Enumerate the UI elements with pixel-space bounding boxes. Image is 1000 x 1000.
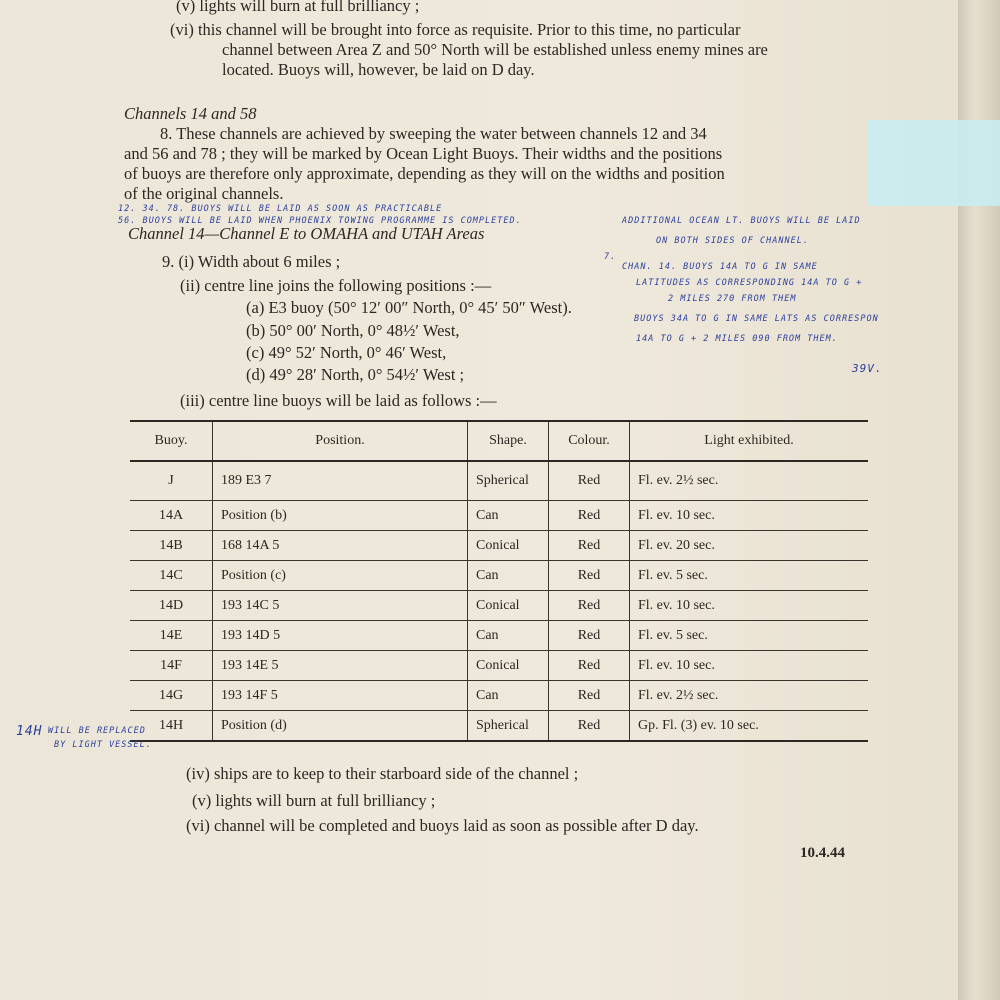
cell-colour: Red bbox=[549, 651, 630, 681]
cell-colour: Red bbox=[549, 621, 630, 651]
handwritten-right-7: 14A TO G + 2 MILES 090 FROM THEM. bbox=[636, 334, 838, 344]
cell-colour: Red bbox=[549, 711, 630, 742]
handwritten-right-1: ADDITIONAL OCEAN LT. BUOYS WILL BE LAID bbox=[622, 216, 861, 226]
header-colour: Colour. bbox=[549, 421, 630, 461]
cell-colour: Red bbox=[549, 461, 630, 501]
cell-buoy: 14B bbox=[130, 531, 213, 561]
handwritten-mark-7: 7. bbox=[604, 252, 617, 262]
para9-centre-line: (ii) centre line joins the following positions :— bbox=[180, 276, 492, 295]
table-row bbox=[130, 461, 868, 501]
table-row bbox=[130, 711, 868, 742]
header-position: Position. bbox=[213, 421, 468, 461]
top-line-vi-2: channel between Area Z and 50° North will be established unless enemy mines are bbox=[222, 40, 768, 59]
cell-colour: Red bbox=[549, 591, 630, 621]
document-date: 10.4.44 bbox=[800, 845, 845, 861]
handwritten-right-2: ON BOTH SIDES OF CHANNEL. bbox=[656, 236, 809, 246]
cell-position: 189 E3 7 bbox=[213, 461, 468, 501]
cell-buoy: 14H bbox=[130, 711, 213, 742]
cell-position: Position (d) bbox=[213, 711, 468, 742]
header-buoy: Buoy. bbox=[130, 421, 213, 461]
cell-buoy: 14C bbox=[130, 561, 213, 591]
table-row bbox=[130, 591, 868, 621]
cell-light: Fl. ev. 10 sec. bbox=[630, 501, 869, 531]
cell-buoy: 14G bbox=[130, 681, 213, 711]
cell-light: Fl. ev. 20 sec. bbox=[630, 531, 869, 561]
cell-colour: Red bbox=[549, 501, 630, 531]
header-light: Light exhibited. bbox=[630, 421, 869, 461]
table-row bbox=[130, 501, 868, 531]
top-line-vi: (vi) this channel will be brought into force as requisite. Prior to this time, no particular bbox=[170, 20, 741, 39]
cell-buoy: 14E bbox=[130, 621, 213, 651]
para9-width: 9. (i) Width about 6 miles ; bbox=[162, 252, 341, 271]
handwritten-page-ref: 39V. bbox=[852, 362, 883, 375]
para8-line4: of the original channels. bbox=[124, 184, 284, 203]
top-line-vi-3: located. Buoys will, however, be laid on D day. bbox=[222, 60, 535, 79]
closing-iv: (iv) ships are to keep to their starboard side of the channel ; bbox=[186, 764, 579, 783]
cell-buoy: 14A bbox=[130, 501, 213, 531]
cell-buoy: J bbox=[130, 461, 213, 501]
cell-shape: Conical bbox=[468, 591, 549, 621]
cell-shape: Can bbox=[468, 621, 549, 651]
cell-position: 193 14E 5 bbox=[213, 651, 468, 681]
closing-vi: (vi) channel will be completed and buoys laid as soon as possible after D day. bbox=[186, 816, 699, 835]
handwritten-14h: 14H bbox=[16, 724, 43, 739]
cell-shape: Can bbox=[468, 681, 549, 711]
cell-light: Fl. ev. 10 sec. bbox=[630, 591, 869, 621]
position-d: (d) 49° 28′ North, 0° 54½′ West ; bbox=[246, 365, 465, 384]
table-row bbox=[130, 561, 868, 591]
cell-shape: Can bbox=[468, 561, 549, 591]
cell-position: 193 14C 5 bbox=[213, 591, 468, 621]
table-row bbox=[130, 621, 868, 651]
cell-position: 193 14F 5 bbox=[213, 681, 468, 711]
handwritten-note-left-1: 12. 34. 78. BUOYS WILL BE LAID AS SOON AS PRACTICABLE bbox=[118, 204, 443, 214]
sticky-tab bbox=[868, 120, 1000, 206]
channel-heading: Channel 14—Channel E to OMAHA and UTAH Areas bbox=[128, 224, 485, 243]
top-line-v: (v) lights will burn at full brilliancy ; bbox=[176, 0, 420, 15]
table-row bbox=[130, 531, 868, 561]
position-a: (a) E3 buoy (50° 12′ 00″ North, 0° 45′ 50″ West). bbox=[246, 298, 572, 317]
cell-position: 193 14D 5 bbox=[213, 621, 468, 651]
para8-line1: 8. These channels are achieved by sweeping the water between channels 12 and 34 bbox=[160, 124, 707, 143]
cell-shape: Spherical bbox=[468, 461, 549, 501]
closing-v: (v) lights will burn at full brilliancy ; bbox=[192, 791, 436, 810]
cell-light: Fl. ev. 5 sec. bbox=[630, 621, 869, 651]
cell-light: Fl. ev. 10 sec. bbox=[630, 651, 869, 681]
cell-light: Gp. Fl. (3) ev. 10 sec. bbox=[630, 711, 869, 742]
cell-position: 168 14A 5 bbox=[213, 531, 468, 561]
table-header-row bbox=[130, 421, 868, 461]
table-row bbox=[130, 651, 868, 681]
cell-shape: Can bbox=[468, 501, 549, 531]
cell-light: Fl. ev. 2½ sec. bbox=[630, 681, 869, 711]
handwritten-right-5: 2 MILES 270 FROM THEM bbox=[668, 294, 797, 304]
handwritten-right-3: CHAN. 14. BUOYS 14A TO G IN SAME bbox=[622, 262, 818, 272]
cell-buoy: 14D bbox=[130, 591, 213, 621]
cell-colour: Red bbox=[549, 681, 630, 711]
cell-light: Fl. ev. 2½ sec. bbox=[630, 461, 869, 501]
position-c: (c) 49° 52′ North, 0° 46′ West, bbox=[246, 343, 447, 362]
cell-shape: Conical bbox=[468, 531, 549, 561]
buoy-table bbox=[130, 420, 868, 742]
para8-line2: and 56 and 78 ; they will be marked by Ocean Light Buoys. Their widths and the positions bbox=[124, 144, 723, 163]
section-heading: Channels 14 and 58 bbox=[124, 104, 257, 123]
position-b: (b) 50° 00′ North, 0° 48½′ West, bbox=[246, 321, 460, 340]
cell-position: Position (c) bbox=[213, 561, 468, 591]
table-row bbox=[130, 681, 868, 711]
cell-light: Fl. ev. 5 sec. bbox=[630, 561, 869, 591]
para8-line3: of buoys are therefore only approximate, depending as they will on the widths and position bbox=[124, 164, 725, 183]
handwritten-14h-note-2: BY LIGHT VESSEL. bbox=[54, 740, 152, 750]
cell-shape: Spherical bbox=[468, 711, 549, 742]
cell-colour: Red bbox=[549, 531, 630, 561]
para9-buoys-intro: (iii) centre line buoys will be laid as follows :— bbox=[180, 391, 497, 410]
cell-shape: Conical bbox=[468, 651, 549, 681]
handwritten-right-6: BUOYS 34A TO G IN SAME LATS AS CORRESPON bbox=[634, 314, 879, 324]
handwritten-note-left-2: 56. BUOYS WILL BE LAID WHEN PHOENIX TOWING PROGRAMME IS COMPLETED. bbox=[118, 216, 522, 226]
cell-buoy: 14F bbox=[130, 651, 213, 681]
handwritten-14h-note-1: WILL BE REPLACED bbox=[48, 726, 146, 736]
cell-position: Position (b) bbox=[213, 501, 468, 531]
header-shape: Shape. bbox=[468, 421, 549, 461]
cell-colour: Red bbox=[549, 561, 630, 591]
handwritten-right-4: LATITUDES AS CORRESPONDING 14A TO G + bbox=[636, 278, 863, 288]
